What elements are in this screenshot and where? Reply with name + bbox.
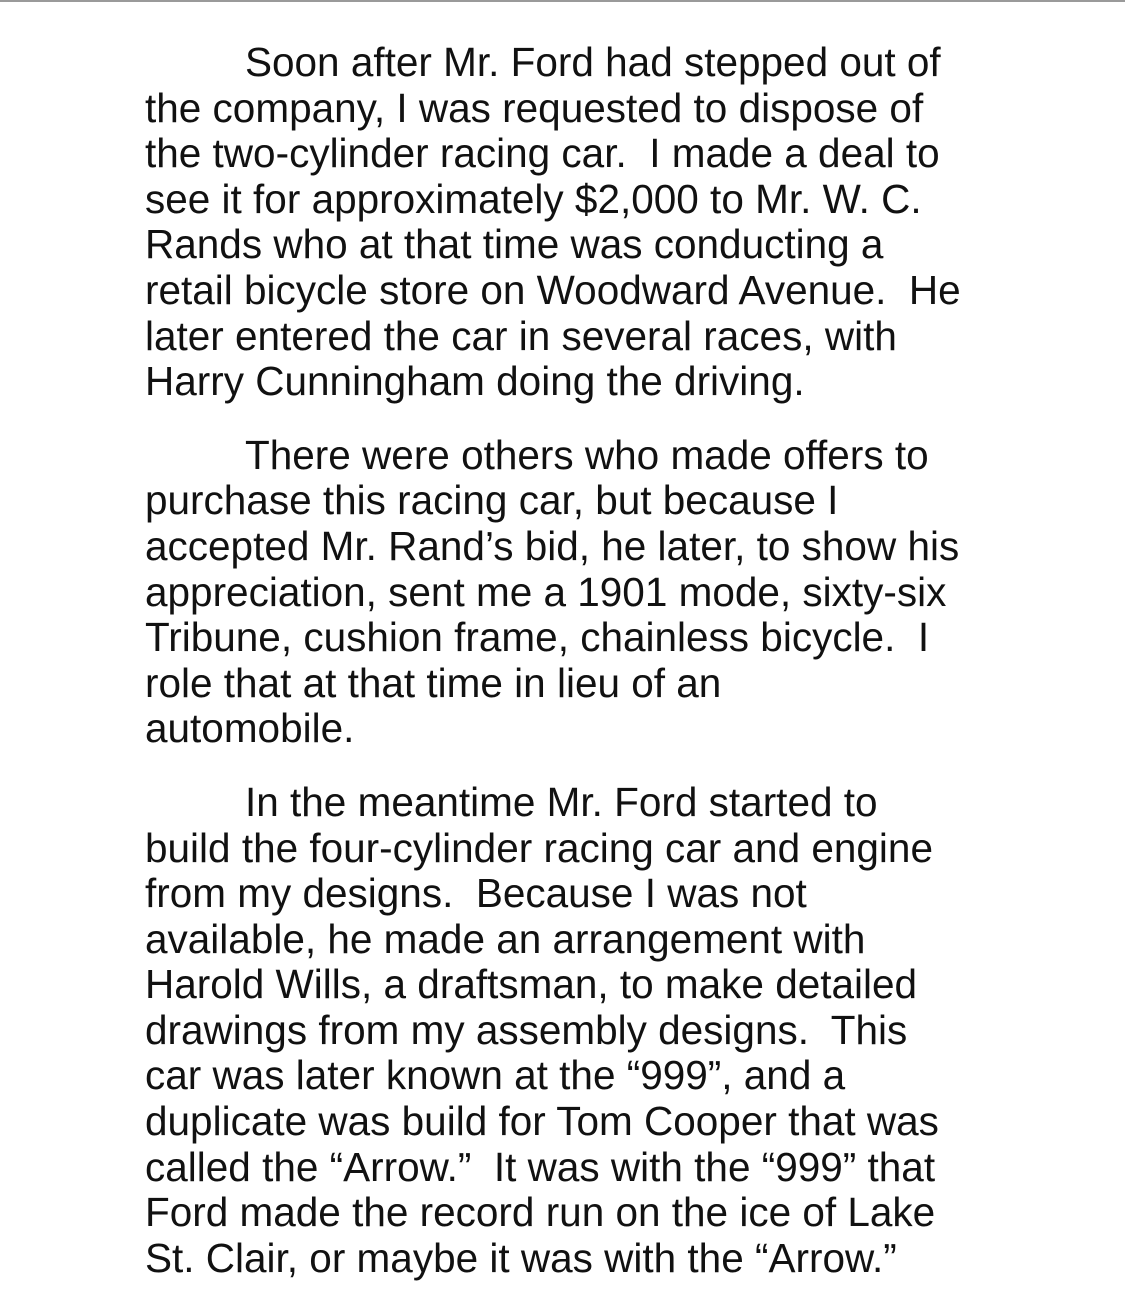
paragraph-line: build the four-cylinder racing car and engine bbox=[145, 824, 933, 871]
paragraph-line: purchase this racing car, but because I bbox=[145, 477, 839, 524]
paragraph-line: There were others who made offers to bbox=[245, 431, 929, 478]
paragraph-line: appreciation, sent me a 1901 mode, sixty-six bbox=[145, 568, 947, 615]
paragraph-line: Soon after Mr. Ford had stepped out of bbox=[245, 39, 941, 85]
paragraph-line: from my designs. Because I was not bbox=[145, 870, 807, 917]
paragraph-line: Ford made the record run on the ice of Lake bbox=[145, 1189, 936, 1236]
top-page-edge-rule bbox=[0, 0, 1125, 2]
paragraph-line: Harry Cunningham doing the driving. bbox=[145, 358, 805, 405]
paragraph-line: drawings from my assembly designs. This bbox=[145, 1006, 908, 1053]
paragraph-line: role that at that time in lieu of an bbox=[145, 659, 722, 706]
paragraph-line: the two-cylinder racing car. I made a deal to bbox=[145, 130, 940, 177]
paragraph-line: St. Clair, or maybe it was with the “Arrow.” bbox=[145, 1234, 897, 1281]
paragraph-line: called the “Arrow.” It was with the “999” that bbox=[145, 1143, 936, 1190]
paragraph-1 bbox=[145, 40, 1065, 405]
paragraph-line: accepted Mr. Rand’s bid, he later, to show his bbox=[145, 522, 960, 569]
paragraph-line: Rands who at that time was conducting a bbox=[145, 221, 884, 268]
paragraph-line: the company, I was requested to dispose of bbox=[145, 84, 924, 131]
paragraph-line: available, he made an arrangement with bbox=[145, 915, 866, 962]
paragraph-line: Harold Wills, a draftsman, to make detailed bbox=[145, 961, 918, 1008]
paragraph-line: later entered the car in several races, with bbox=[145, 312, 897, 359]
paragraph-line: car was later known at the “999”, and a bbox=[145, 1052, 846, 1099]
paragraph-line: retail bicycle store on Woodward Avenue. He bbox=[145, 266, 961, 313]
paragraph-line: automobile. bbox=[145, 705, 355, 752]
paragraph-3 bbox=[145, 780, 1065, 1282]
paragraph-2 bbox=[145, 433, 1065, 752]
paragraph-line: In the meantime Mr. Ford started to bbox=[245, 778, 878, 825]
paragraph-line: duplicate was build for Tom Cooper that was bbox=[145, 1098, 939, 1145]
paragraph-line: see it for approximately $2,000 to Mr. W. C. bbox=[145, 175, 922, 222]
document-page bbox=[145, 40, 1065, 1309]
paragraph-line: Tribune, cushion frame, chainless bicycle. I bbox=[145, 614, 930, 661]
